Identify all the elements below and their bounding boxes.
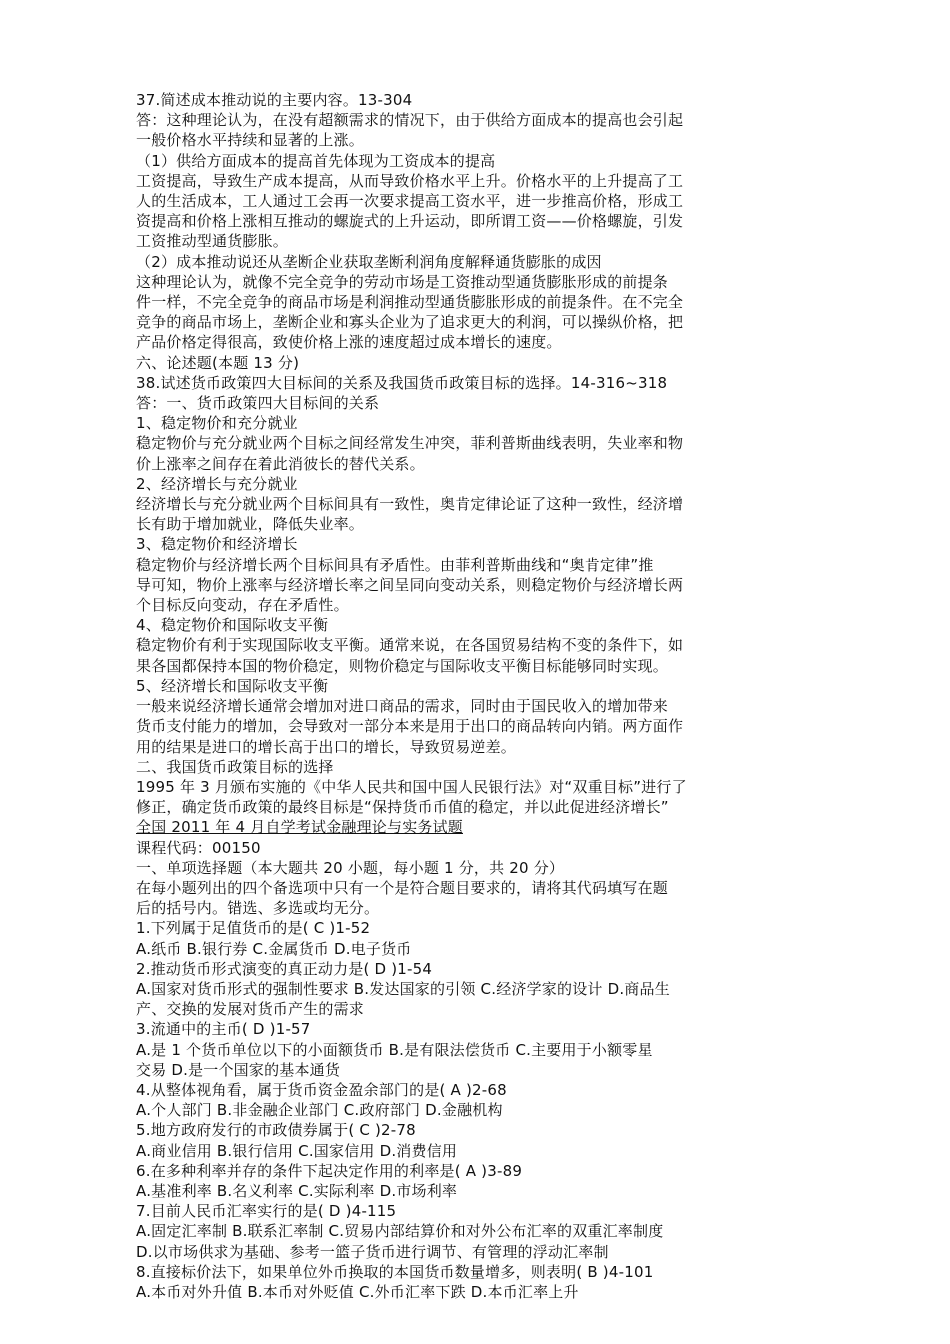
- text-line: 件一样，不完全竞争的商品市场是利润推动型通货膨胀形成的前提条件。在不完全: [136, 293, 684, 312]
- text-line: 货币支付能力的增加，会导致对一部分本来是用于出口的商品转向内销。两方面作: [136, 717, 684, 736]
- text-line: 产品价格定得很高，致使价格上涨的速度超过成本增长的速度。: [136, 333, 562, 352]
- text-line: （2）成本推动说还从垄断企业获取垄断利润角度解释通货膨胀的成因: [136, 252, 602, 271]
- text-line: 稳定物价与充分就业两个目标之间经常发生冲突，菲利普斯曲线表明，失业率和物: [136, 434, 684, 453]
- options-line: 交易 D.是一个国家的基本通货: [136, 1060, 341, 1079]
- options-line: 产、交换的发展对货币产生的需求: [136, 1000, 365, 1019]
- text-line: 经济增长与充分就业两个目标间具有一致性，奥肯定律论证了这种一致性，经济增: [136, 495, 684, 514]
- options-line: A.纸币 B.银行券 C.金属货币 D.电子货币: [136, 939, 412, 958]
- text-line: 工资推动型通货膨胀。: [136, 232, 289, 251]
- text-line: 竞争的商品市场上，垄断企业和寡头企业为了追求更大的利润，可以操纵价格，把: [136, 313, 684, 332]
- text-line: 稳定物价与经济增长两个目标间具有矛盾性。由菲利普斯曲线和“奥肯定律”推: [136, 555, 654, 574]
- text-line: 价上涨率之间存在着此消彼长的替代关系。: [136, 454, 425, 473]
- question-line: 7.目前人民币汇率实行的是( D )4-115: [136, 1202, 397, 1221]
- question-line: 5.地方政府发行的市政债券属于( C )2-78: [136, 1121, 416, 1140]
- text-line: 导可知，物价上涨率与经济增长率之间呈同向变动关系，则稳定物价与经济增长两: [136, 575, 684, 594]
- text-line: 答：这种理论认为，在没有超额需求的情况下，由于供给方面成本的提高也会引起: [136, 111, 684, 130]
- options-line: A.本币对外升值 B.本币对外贬值 C.外币汇率下跌 D.本币汇率上升: [136, 1282, 579, 1301]
- options-line: A.基准利率 B.名义利率 C.实际利率 D.市场利率: [136, 1181, 458, 1200]
- text-line: 工资提高，导致生产成本提高，从而导致价格水平上升。价格水平的上升提高了工: [136, 171, 684, 190]
- text-line: 在每小题列出的四个备选项中只有一个是符合题目要求的，请将其代码填写在题: [136, 878, 669, 897]
- section-heading: 六、论述题(本题 13 分): [136, 353, 300, 372]
- exam-title: 全国 2011 年 4 月自学考试金融理论与实务试题: [136, 818, 463, 837]
- text-line: 资提高和价格上涨相互推动的螺旋式的上升运动，即所谓工资——价格螺旋，引发: [136, 212, 684, 231]
- text-line: 修正，确定货币政策的最终目标是“保持货币币值的稳定，并以此促进经济增长”: [136, 798, 669, 817]
- question-line: 38.试述货币政策四大目标间的关系及我国货币政策目标的选择。14-316~318: [136, 373, 668, 392]
- text-line: 1995 年 3 月颁布实施的《中华人民共和国中国人民银行法》对“双重目标”进行了: [136, 777, 687, 796]
- section-heading: 一、单项选择题（本大题共 20 小题，每小题 1 分，共 20 分）: [136, 858, 565, 877]
- options-line: A.个人部门 B.非金融企业部门 C.政府部门 D.金融机构: [136, 1101, 503, 1120]
- text-line: 用的结果是进口的增长高于出口的增长，导致贸易逆差。: [136, 737, 517, 756]
- text-line: 3、稳定物价和经济增长: [136, 535, 298, 554]
- document-page: [136, 90, 821, 1302]
- text-line: （1）供给方面成本的提高首先体现为工资成本的提高: [136, 151, 496, 170]
- options-line: A.国家对货币形式的强制性要求 B.发达国家的引领 C.经济学家的设计 D.商品生: [136, 979, 670, 998]
- text-line: 个目标反向变动，存在矛盾性。: [136, 596, 349, 615]
- options-line: A.是 1 个货币单位以下的小面额货币 B.是有限法偿货币 C.主要用于小额零星: [136, 1040, 653, 1059]
- options-line: A.商业信用 B.银行信用 C.国家信用 D.消费信用: [136, 1141, 458, 1160]
- text-line: 人的生活成本，工人通过工会再一次要求提高工资水平，进一步推高价格，形成工: [136, 192, 684, 211]
- options-line: A.固定汇率制 B.联系汇率制 C.贸易内部结算价和对外公布汇率的双重汇率制度: [136, 1222, 664, 1241]
- text-line: 这种理论认为，就像不完全竞争的劳动市场是工资推动型通货膨胀形成的前提条: [136, 272, 669, 291]
- text-line: 1、稳定物价和充分就业: [136, 414, 298, 433]
- text-line: 二、我国货币政策目标的选择: [136, 757, 334, 776]
- question-line: 1.下列属于足值货币的是( C )1-52: [136, 919, 371, 938]
- course-code: 课程代码：00150: [136, 838, 261, 857]
- question-line: 8.直接标价法下，如果单位外币换取的本国货币数量增多，则表明( B )4-101: [136, 1262, 654, 1281]
- text-line: 5、经济增长和国际收支平衡: [136, 676, 329, 695]
- text-line: 4、稳定物价和国际收支平衡: [136, 616, 329, 635]
- options-line: D.以市场供求为基础、参考一篮子货币进行调节、有管理的浮动汇率制: [136, 1242, 609, 1261]
- text-line: 果各国都保持本国的物价稳定，则物价稳定与国际收支平衡目标能够同时实现。: [136, 656, 669, 675]
- text-line: 后的括号内。错选、多选或均无分。: [136, 899, 380, 918]
- text-line: 2、经济增长与充分就业: [136, 474, 298, 493]
- text-line: 稳定物价有利于实现国际收支平衡。通常来说，在各国贸易结构不变的条件下，如: [136, 636, 684, 655]
- text-line: 长有助于增加就业，降低失业率。: [136, 515, 365, 534]
- question-line: 3.流通中的主币( D )1-57: [136, 1020, 311, 1039]
- question-line: 4.从整体视角看，属于货币资金盈余部门的是( A )2-68: [136, 1080, 507, 1099]
- text-line: 一般来说经济增长通常会增加对进口商品的需求，同时由于国民收入的增加带来: [136, 697, 669, 716]
- question-line: 2.推动货币形式演变的真正动力是( D )1-54: [136, 959, 433, 978]
- text-line: 答：一、货币政策四大目标间的关系: [136, 394, 380, 413]
- question-line: 6.在多种利率并存的条件下起决定作用的利率是( A )3-89: [136, 1161, 523, 1180]
- text-line: 37.简述成本推动说的主要内容。13-304: [136, 91, 413, 109]
- text-line: 一般价格水平持续和显著的上涨。: [136, 131, 365, 150]
